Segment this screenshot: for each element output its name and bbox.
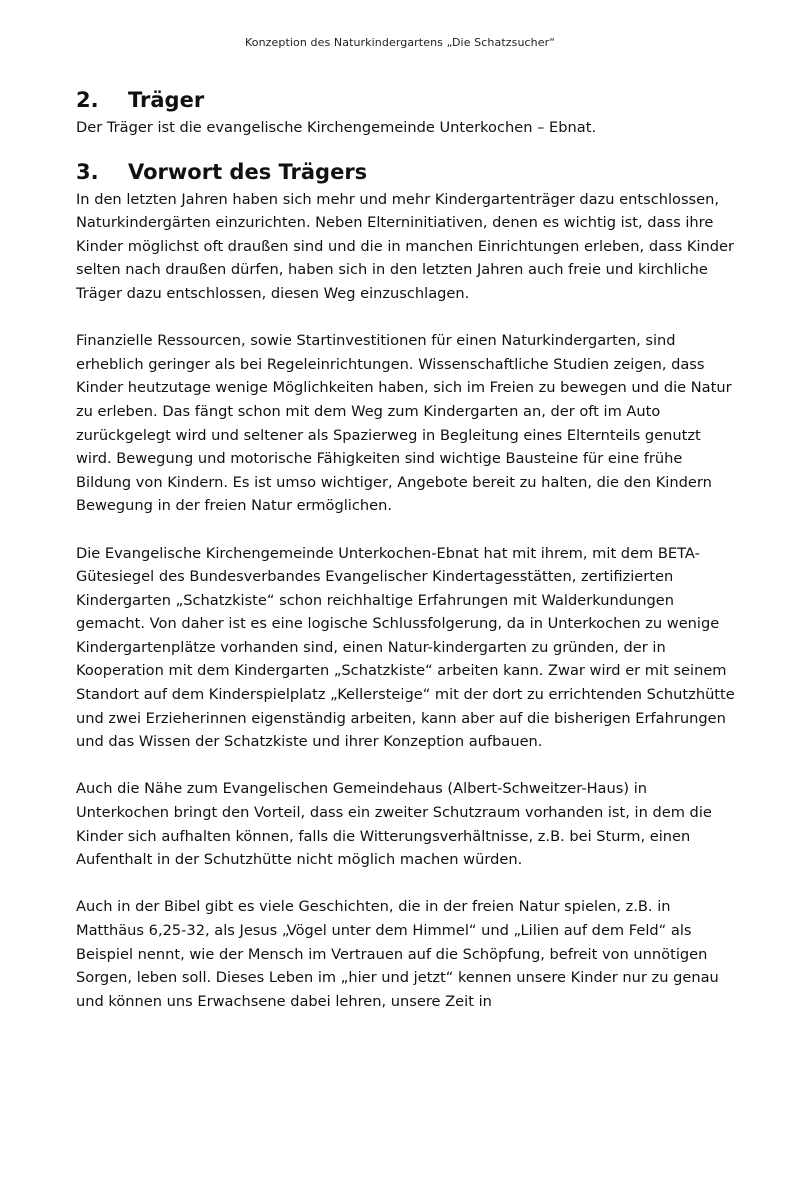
paragraph: Auch die Nähe zum Evangelischen Gemeindehaus (Albert-Schweitzer-Haus) in Unterkochen bringt den Vorteil, dass ein zweiter Schutzraum vorhanden ist, in dem die Kinder sich aufhalten können, falls die Witterungsverhältnisse, z.B. bei Sturm, einen Aufenthalt in der Schutzhütte nicht möglich machen würden. — [76, 780, 712, 869]
section-number: 3. — [76, 159, 99, 184]
paragraph: Die Evangelische Kirchengemeinde Unterkochen-Ebnat hat mit ihrem, mit dem BETA-Gütesiegel des Bundesverbandes Evangelischer Kindertagesstätten, zertifizierten Kindergarten „Schatzkiste“ schon reichhaltige Erfahrungen mit Walderkundungen gemacht. Von daher ist es eine logische Schlussfolgerung, da in Unterkochen zu wenige Kindergartenplätze vorhanden sind, einen Natur-kindergarten zu gründen, der in Kooperation mit dem Kindergarten „Schatzkiste“ arbeiten kann. Zwar wird er mit seinem Standort auf dem Kinderspielplatz „Kellersteige“ mit der dort zu errichtenden Schutzhütte und zwei Erzieherinnen eigenständig arbeiten, kann aber auf die bisherigen Erfahrungen und das Wissen der Schatzkiste und ihrer Konzeption aufbauen. — [76, 544, 735, 751]
paragraph: Finanzielle Ressourcen, sowie Startinvestitionen für einen Naturkindergarten, sind erheblich geringer als bei Regeleinrichtungen. Wissenschaftliche Studien zeigen, dass Kinder heutzutage wenige Möglichkeiten haben, sich im Freien zu bewegen und die Natur zu erleben. Das fängt schon mit dem Weg zum Kindergarten an, der oft im Auto zurückgelegt wird und seltener als Spazierweg in Begleitung eines Elternteils genutzt wird. Bewegung und motorische Fähigkeiten sind wichtige Bausteine für eine frühe Bildung von Kindern. Es ist umso wichtiger, Angebote bereit zu halten, die den Kindern Bewegung in der freien Natur ermöglichen. — [76, 332, 732, 515]
paragraph: Auch in der Bibel gibt es viele Geschichten, die in der freien Natur spielen, z.B. in Matthäus 6,25-32, als Jesus „Vögel unter dem Himmel“ und „Lilien auf dem Feld“ als Beispiel nennt, wie der Mensch im Vertrauen auf die Schöpfung, befreit von unnötigen Sorgen, leben soll. Dieses Leben im „hier und jetzt“ kennen unsere Kinder nur zu genau und können uns Erwachsene dabei lehren, unsere Zeit in — [76, 898, 719, 1010]
document-body — [76, 86, 736, 1013]
section-heading-traeger — [76, 86, 736, 114]
paragraph: Der Träger ist die evangelische Kirchengemeinde Unterkochen – Ebnat. — [76, 119, 597, 136]
section-number: 2. — [76, 88, 99, 112]
section-title: Träger — [128, 88, 205, 112]
section-title: Vorwort des Trägers — [128, 159, 368, 184]
running-header: Konzeption des Naturkindergartens „Die Schatzsucher“ — [244, 36, 556, 49]
section-heading-vorwort — [76, 158, 736, 186]
paragraph: In den letzten Jahren haben sich mehr und mehr Kindergartenträger dazu entschlossen, Naturkindergärten einzurichten. Neben Elterninitiativen, denen es wichtig ist, dass ihre Kinder möglichst oft draußen sind und die in manchen Einrichtungen erleben, dass Kinder selten nach draußen dürfen, haben sich in den letzten Jahren auch freie und kirchliche Träger dazu entschlossen, diesen Weg einzuschlagen. — [76, 190, 734, 302]
